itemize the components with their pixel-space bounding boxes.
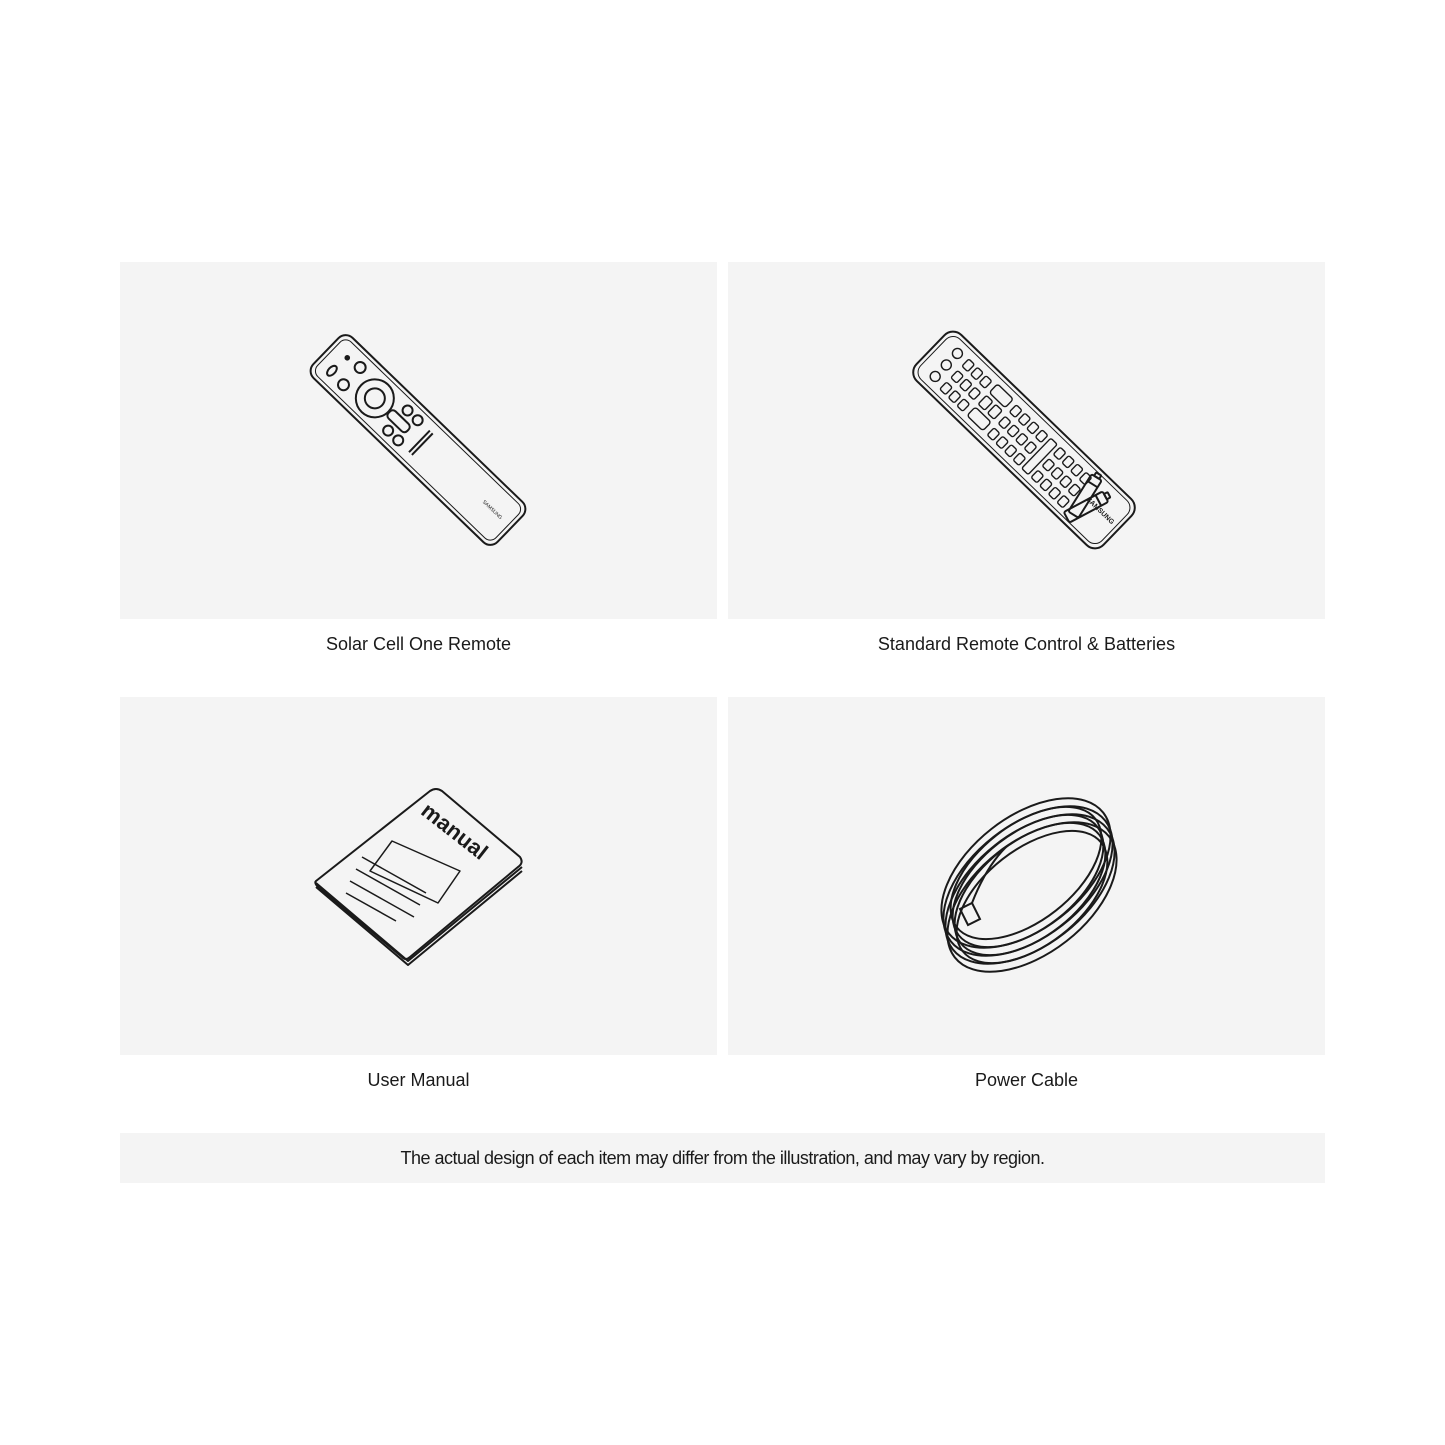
item-label: Solar Cell One Remote bbox=[325, 634, 512, 654]
item-panel bbox=[728, 697, 1325, 1055]
manual-cover-text: manual bbox=[416, 797, 493, 865]
manual-icon bbox=[120, 697, 717, 1055]
solar-remote-icon bbox=[120, 262, 717, 619]
disclaimer-banner: The actual design of each item may differ from the illustration, and may vary by region. bbox=[120, 1133, 1325, 1183]
item-card-standard-remote bbox=[728, 262, 1325, 655]
remote-brand-text: SAMSUNG bbox=[1084, 496, 1116, 527]
item-panel bbox=[120, 262, 717, 619]
item-panel bbox=[120, 697, 717, 1055]
item-card-user-manual bbox=[120, 697, 717, 1091]
item-panel bbox=[728, 262, 1325, 619]
item-card-solar-remote bbox=[120, 262, 717, 655]
item-label: User Manual bbox=[367, 1070, 470, 1090]
power-cable-icon bbox=[728, 697, 1325, 1055]
standard-remote-batteries-icon bbox=[728, 262, 1325, 619]
item-label: Standard Remote Control & Batteries bbox=[877, 634, 1176, 654]
item-label: Power Cable bbox=[974, 1070, 1079, 1090]
item-card-power-cable bbox=[728, 697, 1325, 1091]
remote-brand-text: SAMSUNG bbox=[480, 499, 504, 522]
